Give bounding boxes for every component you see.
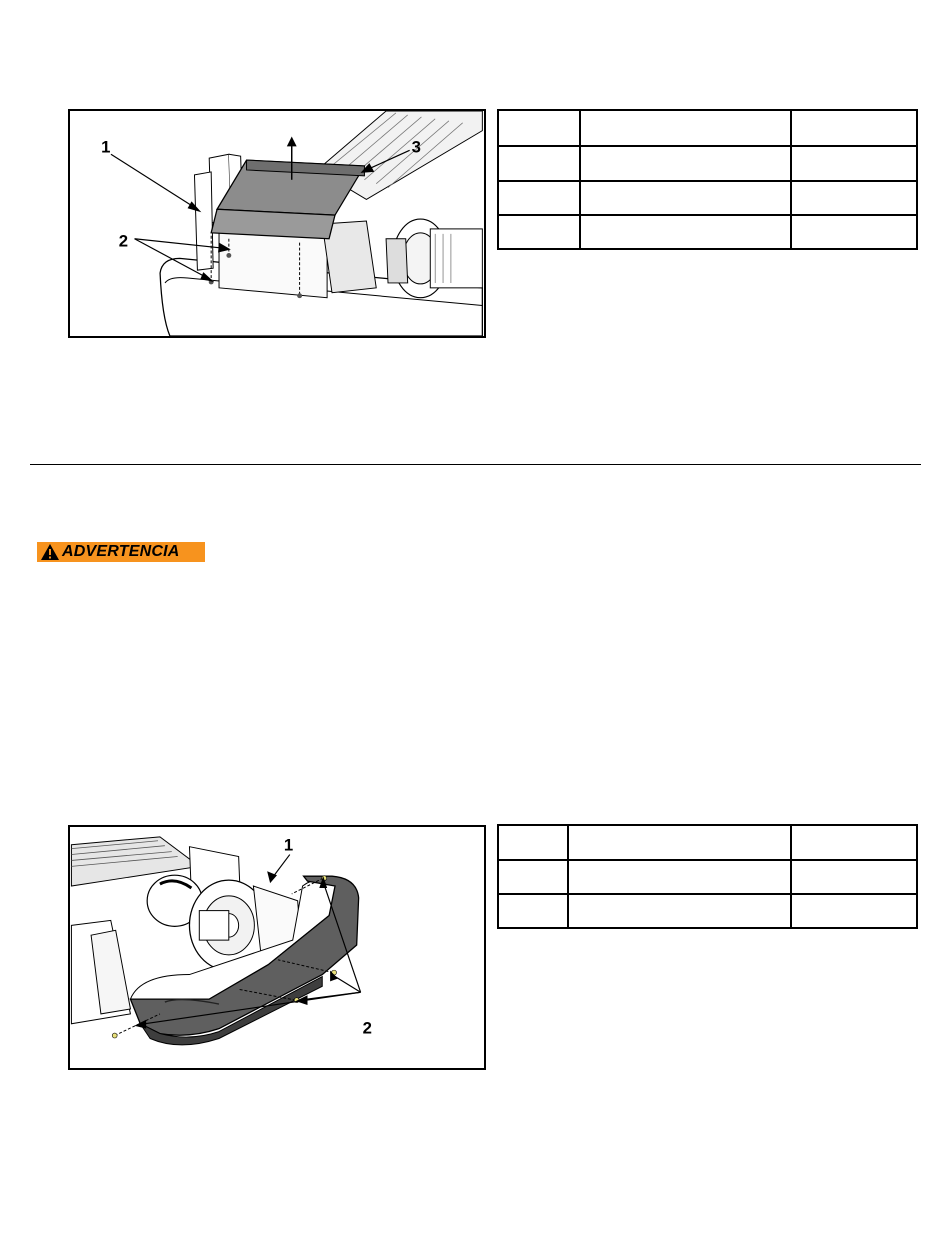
figure-1-illustration xyxy=(70,111,484,336)
section-divider xyxy=(30,464,921,465)
table-cell xyxy=(568,825,791,860)
table-cell xyxy=(580,181,791,215)
table-row xyxy=(498,825,917,860)
table-cell xyxy=(580,110,791,146)
warning-label: ADVERTENCIA xyxy=(62,543,180,560)
table-row xyxy=(498,860,917,894)
parts-table-2 xyxy=(497,824,918,929)
table-cell xyxy=(791,860,917,894)
table-row xyxy=(498,894,917,928)
figure-2-callout-1: 1 xyxy=(283,835,294,855)
table-row xyxy=(498,215,917,249)
warning-badge xyxy=(37,542,205,562)
table-cell xyxy=(791,110,917,146)
table-cell xyxy=(791,181,917,215)
table-cell xyxy=(498,215,580,249)
table-cell xyxy=(498,894,568,928)
parts-table-1 xyxy=(497,109,918,250)
figure-1-callout-2: 2 xyxy=(118,231,129,251)
table-cell xyxy=(791,215,917,249)
table-row xyxy=(498,146,917,181)
table-cell xyxy=(498,181,580,215)
table-cell xyxy=(791,146,917,181)
table-cell xyxy=(568,894,791,928)
table-cell xyxy=(498,146,580,181)
table-cell xyxy=(498,110,580,146)
figure-1-callout-1: 1 xyxy=(101,137,111,157)
figure-1-callout-3: 3 xyxy=(411,137,421,157)
figure-2-hood-removal xyxy=(68,825,486,1070)
table-row xyxy=(498,110,917,146)
table-cell xyxy=(580,215,791,249)
table-cell xyxy=(791,894,917,928)
figure-2-illustration xyxy=(70,827,484,1068)
warning-triangle-icon xyxy=(40,543,60,561)
table-cell xyxy=(568,860,791,894)
table-cell xyxy=(580,146,791,181)
figure-1-cover-removal xyxy=(68,109,486,338)
figure-2-callout-2: 2 xyxy=(362,1018,372,1038)
table-cell xyxy=(498,825,568,860)
table-cell xyxy=(498,860,568,894)
table-cell xyxy=(791,825,917,860)
table-row xyxy=(498,181,917,215)
